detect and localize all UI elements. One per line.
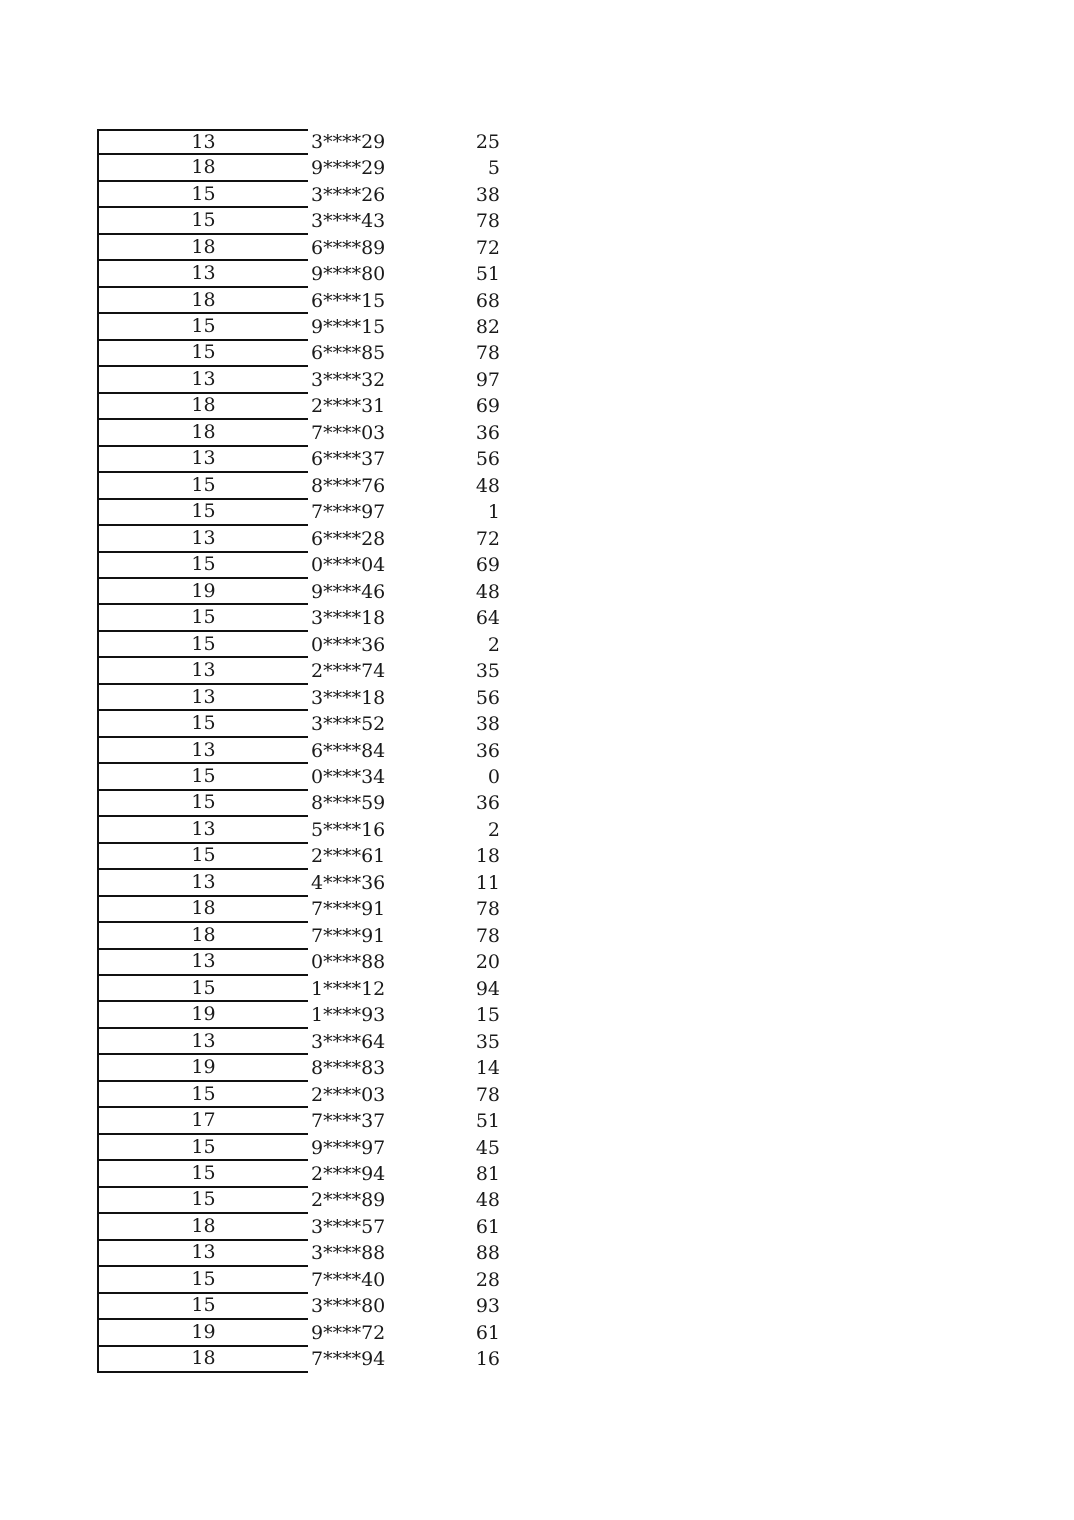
prefix-cell: 13 bbox=[97, 1241, 308, 1267]
masked-number-cell: 7****37 bbox=[311, 1110, 386, 1133]
value-cell: 51 bbox=[475, 1110, 500, 1133]
masked-number-cell: 7****97 bbox=[311, 501, 386, 524]
prefix-cell: 15 bbox=[97, 711, 308, 737]
value-cell: 48 bbox=[475, 580, 500, 603]
value-cell: 82 bbox=[475, 316, 500, 339]
masked-number-cell: 3****80 bbox=[311, 1295, 386, 1318]
table-row bbox=[97, 473, 517, 499]
masked-number-cell: 3****52 bbox=[311, 713, 386, 736]
prefix-cell: 15 bbox=[97, 791, 308, 817]
masked-number-cell: 7****91 bbox=[311, 898, 386, 921]
value-cell: 48 bbox=[475, 1189, 500, 1212]
masked-number-cell: 6****85 bbox=[311, 342, 386, 365]
value-cell: 69 bbox=[475, 395, 500, 418]
masked-number-cell: 1****12 bbox=[311, 977, 386, 1000]
masked-number-cell: 0****04 bbox=[311, 554, 386, 577]
value-cell: 38 bbox=[475, 713, 500, 736]
prefix-cell: 15 bbox=[97, 1161, 308, 1187]
masked-number-cell: 2****61 bbox=[311, 845, 386, 868]
prefix-cell: 17 bbox=[97, 1108, 308, 1134]
prefix-cell: 15 bbox=[97, 1135, 308, 1161]
prefix-cell: 13 bbox=[97, 526, 308, 552]
masked-number-cell: 9****80 bbox=[311, 263, 386, 286]
prefix-cell: 15 bbox=[97, 500, 308, 526]
table-row bbox=[97, 1267, 517, 1293]
value-cell: 78 bbox=[475, 898, 500, 921]
value-cell: 28 bbox=[475, 1268, 500, 1291]
table-row bbox=[97, 1294, 517, 1320]
masked-number-cell: 3****18 bbox=[311, 686, 386, 709]
prefix-cell: 15 bbox=[97, 314, 308, 340]
prefix-cell: 19 bbox=[97, 1055, 308, 1081]
value-cell: 36 bbox=[475, 421, 500, 444]
table-row bbox=[97, 1347, 517, 1373]
masked-number-cell: 7****03 bbox=[311, 421, 386, 444]
table-row bbox=[97, 314, 517, 340]
prefix-cell: 13 bbox=[97, 447, 308, 473]
table-row bbox=[97, 1241, 517, 1267]
table-row bbox=[97, 685, 517, 711]
prefix-cell: 15 bbox=[97, 844, 308, 870]
value-cell: 35 bbox=[475, 1030, 500, 1053]
masked-number-cell: 2****03 bbox=[311, 1083, 386, 1106]
table-row bbox=[97, 235, 517, 261]
table-row bbox=[97, 341, 517, 367]
masked-number-cell: 3****57 bbox=[311, 1215, 386, 1238]
masked-number-cell: 0****36 bbox=[311, 633, 386, 656]
masked-number-cell: 3****43 bbox=[311, 210, 386, 233]
masked-number-cell: 7****40 bbox=[311, 1268, 386, 1291]
value-cell: 56 bbox=[475, 686, 500, 709]
prefix-cell: 18 bbox=[97, 1347, 308, 1373]
masked-number-cell: 3****18 bbox=[311, 607, 386, 630]
table-row bbox=[97, 420, 517, 446]
table-row bbox=[97, 579, 517, 605]
masked-number-cell: 2****74 bbox=[311, 660, 386, 683]
table-row bbox=[97, 261, 517, 287]
table-row bbox=[97, 764, 517, 790]
masked-number-cell: 6****28 bbox=[311, 527, 386, 550]
table-row bbox=[97, 182, 517, 208]
value-cell: 81 bbox=[475, 1163, 500, 1186]
table-row bbox=[97, 1029, 517, 1055]
masked-number-cell: 9****29 bbox=[311, 157, 386, 180]
masked-number-cell: 6****37 bbox=[311, 448, 386, 471]
table-row bbox=[97, 632, 517, 658]
prefix-cell: 15 bbox=[97, 1267, 308, 1293]
table-row bbox=[97, 1320, 517, 1346]
masked-number-cell: 3****64 bbox=[311, 1030, 386, 1053]
value-cell: 48 bbox=[475, 474, 500, 497]
table-row bbox=[97, 129, 517, 155]
table-row bbox=[97, 1002, 517, 1028]
table-row bbox=[97, 711, 517, 737]
table-row bbox=[97, 208, 517, 234]
masked-number-cell: 2****94 bbox=[311, 1163, 386, 1186]
table-row bbox=[97, 394, 517, 420]
table-row bbox=[97, 553, 517, 579]
prefix-cell: 15 bbox=[97, 632, 308, 658]
value-cell: 69 bbox=[475, 554, 500, 577]
table-row bbox=[97, 844, 517, 870]
masked-number-cell: 5****16 bbox=[311, 818, 386, 841]
masked-number-cell: 9****15 bbox=[311, 316, 386, 339]
prefix-cell: 15 bbox=[97, 553, 308, 579]
prefix-cell: 13 bbox=[97, 950, 308, 976]
table-row bbox=[97, 950, 517, 976]
value-cell: 11 bbox=[475, 871, 500, 894]
table-row bbox=[97, 897, 517, 923]
value-cell: 94 bbox=[475, 977, 500, 1000]
value-cell: 51 bbox=[475, 263, 500, 286]
prefix-cell: 15 bbox=[97, 1294, 308, 1320]
masked-number-cell: 1****93 bbox=[311, 1004, 386, 1027]
masked-number-cell: 9****97 bbox=[311, 1136, 386, 1159]
masked-number-cell: 6****15 bbox=[311, 289, 386, 312]
table-row bbox=[97, 1135, 517, 1161]
prefix-cell: 15 bbox=[97, 182, 308, 208]
value-cell: 2 bbox=[487, 818, 500, 841]
table-row bbox=[97, 288, 517, 314]
value-cell: 72 bbox=[475, 236, 500, 259]
prefix-cell: 13 bbox=[97, 658, 308, 684]
prefix-cell: 15 bbox=[97, 1188, 308, 1214]
value-cell: 64 bbox=[475, 607, 500, 630]
masked-number-cell: 8****76 bbox=[311, 474, 386, 497]
masked-number-cell: 6****89 bbox=[311, 236, 386, 259]
value-cell: 5 bbox=[487, 157, 500, 180]
table-row bbox=[97, 738, 517, 764]
masked-number-cell: 6****84 bbox=[311, 739, 386, 762]
masked-number-cell: 7****91 bbox=[311, 924, 386, 947]
value-cell: 68 bbox=[475, 289, 500, 312]
table-row bbox=[97, 817, 517, 843]
prefix-cell: 19 bbox=[97, 579, 308, 605]
prefix-cell: 18 bbox=[97, 1214, 308, 1240]
value-cell: 35 bbox=[475, 660, 500, 683]
masked-number-cell: 0****88 bbox=[311, 951, 386, 974]
prefix-cell: 15 bbox=[97, 208, 308, 234]
prefix-cell: 18 bbox=[97, 235, 308, 261]
value-cell: 97 bbox=[475, 368, 500, 391]
value-cell: 45 bbox=[475, 1136, 500, 1159]
value-cell: 56 bbox=[475, 448, 500, 471]
prefix-cell: 13 bbox=[97, 685, 308, 711]
masked-number-cell: 8****59 bbox=[311, 792, 386, 815]
prefix-cell: 15 bbox=[97, 764, 308, 790]
prefix-cell: 15 bbox=[97, 341, 308, 367]
value-cell: 15 bbox=[475, 1004, 500, 1027]
table-row bbox=[97, 923, 517, 949]
value-cell: 88 bbox=[475, 1242, 500, 1265]
value-cell: 78 bbox=[475, 1083, 500, 1106]
value-cell: 18 bbox=[475, 845, 500, 868]
table-row bbox=[97, 1188, 517, 1214]
value-cell: 36 bbox=[475, 792, 500, 815]
value-cell: 25 bbox=[475, 130, 500, 153]
prefix-cell: 13 bbox=[97, 1029, 308, 1055]
value-cell: 20 bbox=[475, 951, 500, 974]
prefix-cell: 13 bbox=[97, 367, 308, 393]
value-cell: 93 bbox=[475, 1295, 500, 1318]
table-row bbox=[97, 605, 517, 631]
data-table bbox=[97, 129, 517, 1373]
prefix-cell: 15 bbox=[97, 1082, 308, 1108]
prefix-cell: 18 bbox=[97, 394, 308, 420]
table-row bbox=[97, 367, 517, 393]
prefix-cell: 13 bbox=[97, 738, 308, 764]
masked-number-cell: 0****34 bbox=[311, 765, 386, 788]
value-cell: 14 bbox=[475, 1057, 500, 1080]
masked-number-cell: 2****31 bbox=[311, 395, 386, 418]
masked-number-cell: 3****29 bbox=[311, 130, 386, 153]
prefix-cell: 18 bbox=[97, 923, 308, 949]
table-row bbox=[97, 1214, 517, 1240]
prefix-cell: 13 bbox=[97, 870, 308, 896]
table-row bbox=[97, 1082, 517, 1108]
value-cell: 78 bbox=[475, 342, 500, 365]
table-row bbox=[97, 791, 517, 817]
prefix-cell: 13 bbox=[97, 129, 308, 155]
value-cell: 2 bbox=[487, 633, 500, 656]
prefix-cell: 19 bbox=[97, 1320, 308, 1346]
table-row bbox=[97, 1055, 517, 1081]
prefix-cell: 15 bbox=[97, 473, 308, 499]
value-cell: 78 bbox=[475, 210, 500, 233]
table-row bbox=[97, 500, 517, 526]
table-row bbox=[97, 155, 517, 181]
value-cell: 78 bbox=[475, 924, 500, 947]
table-row bbox=[97, 1108, 517, 1134]
masked-number-cell: 3****88 bbox=[311, 1242, 386, 1265]
prefix-cell: 15 bbox=[97, 976, 308, 1002]
prefix-cell: 18 bbox=[97, 897, 308, 923]
table-row bbox=[97, 526, 517, 552]
prefix-cell: 18 bbox=[97, 288, 308, 314]
value-cell: 61 bbox=[475, 1215, 500, 1238]
prefix-cell: 13 bbox=[97, 261, 308, 287]
prefix-cell: 19 bbox=[97, 1002, 308, 1028]
prefix-cell: 13 bbox=[97, 817, 308, 843]
value-cell: 16 bbox=[475, 1348, 500, 1371]
masked-number-cell: 4****36 bbox=[311, 871, 386, 894]
value-cell: 38 bbox=[475, 183, 500, 206]
value-cell: 61 bbox=[475, 1321, 500, 1344]
table-row bbox=[97, 658, 517, 684]
table-row bbox=[97, 447, 517, 473]
masked-number-cell: 9****72 bbox=[311, 1321, 386, 1344]
masked-number-cell: 7****94 bbox=[311, 1348, 386, 1371]
masked-number-cell: 9****46 bbox=[311, 580, 386, 603]
masked-number-cell: 2****89 bbox=[311, 1189, 386, 1212]
table-row bbox=[97, 870, 517, 896]
value-cell: 36 bbox=[475, 739, 500, 762]
prefix-cell: 18 bbox=[97, 155, 308, 181]
value-cell: 1 bbox=[487, 501, 500, 524]
masked-number-cell: 8****83 bbox=[311, 1057, 386, 1080]
prefix-cell: 18 bbox=[97, 420, 308, 446]
table-row bbox=[97, 1161, 517, 1187]
masked-number-cell: 3****32 bbox=[311, 368, 386, 391]
table-row bbox=[97, 976, 517, 1002]
masked-number-cell: 3****26 bbox=[311, 183, 386, 206]
value-cell: 0 bbox=[487, 765, 500, 788]
prefix-cell: 15 bbox=[97, 605, 308, 631]
value-cell: 72 bbox=[475, 527, 500, 550]
